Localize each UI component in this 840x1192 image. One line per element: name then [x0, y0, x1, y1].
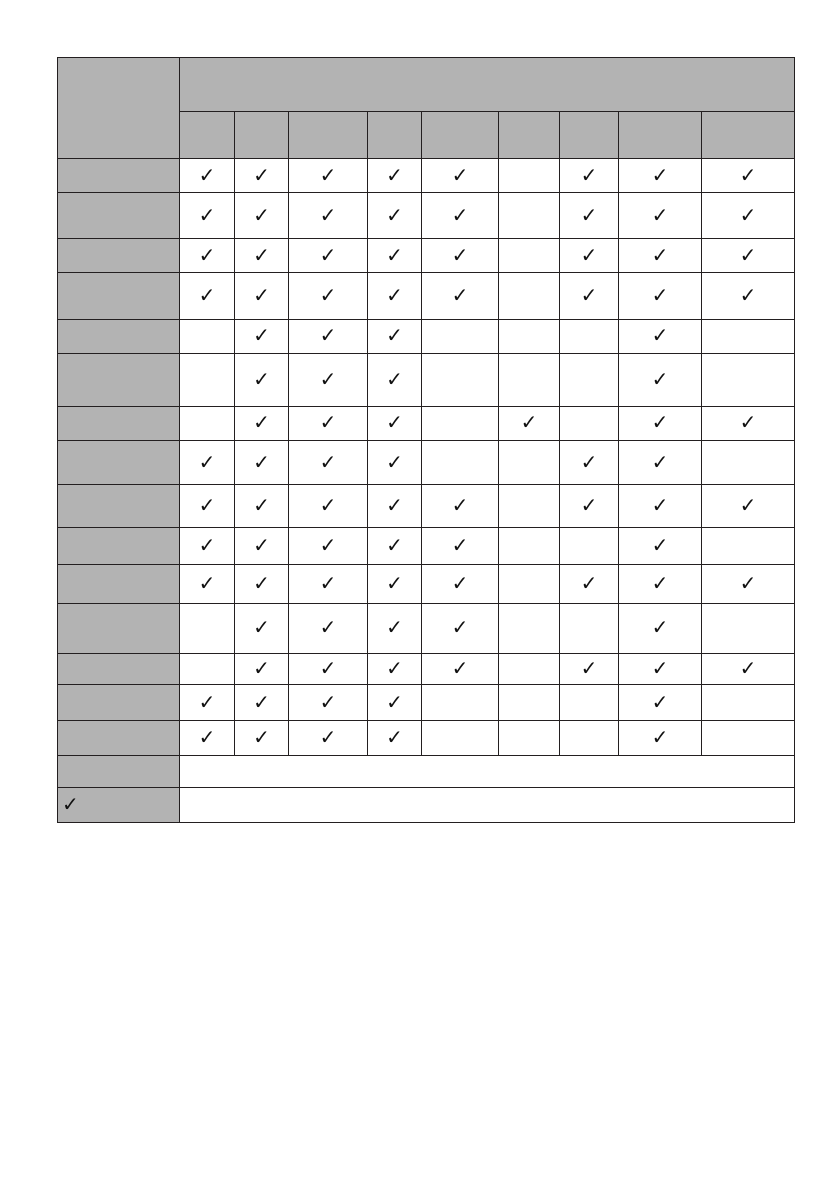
matrix-cell	[289, 319, 368, 353]
checkmark-icon: ✓	[198, 533, 216, 558]
matrix-cell	[368, 685, 422, 720]
matrix-cell	[702, 440, 795, 484]
matrix-cell	[289, 685, 368, 720]
row-label-cell	[58, 565, 180, 603]
checkmark-icon: ✓	[651, 366, 669, 391]
table-row	[58, 685, 795, 720]
checkmark-icon: ✓	[198, 493, 216, 518]
checkmark-icon: ✓	[386, 570, 403, 595]
matrix-cell	[235, 654, 289, 685]
checkmark-icon: ✓	[253, 162, 270, 187]
checkmark-icon: ✓	[319, 366, 337, 391]
matrix-cell	[422, 527, 499, 564]
compatibility-matrix-table	[57, 57, 795, 823]
checkmark-icon: ✓	[319, 449, 337, 474]
row-label-cell	[58, 685, 180, 720]
column-header-cell	[289, 112, 368, 159]
matrix-cell	[368, 565, 422, 603]
matrix-cell	[702, 527, 795, 564]
checkmark-icon: ✓	[253, 725, 270, 750]
checkmark-icon: ✓	[386, 533, 403, 558]
checkmark-icon: ✓	[253, 615, 270, 640]
checkmark-icon: ✓	[319, 615, 337, 640]
checkmark-icon: ✓	[580, 162, 598, 187]
matrix-cell	[499, 720, 560, 755]
checkmark-icon: ✓	[451, 162, 469, 187]
matrix-cell	[560, 485, 619, 527]
matrix-cell	[289, 354, 368, 407]
matrix-cell	[289, 238, 368, 272]
table-row	[58, 319, 795, 353]
checkmark-icon: ✓	[386, 725, 403, 750]
matrix-cell	[289, 565, 368, 603]
matrix-cell	[560, 273, 619, 319]
matrix-cell	[499, 159, 560, 193]
checkmark-icon: ✓	[253, 366, 270, 391]
matrix-cell	[499, 603, 560, 654]
matrix-cell	[560, 354, 619, 407]
matrix-cell	[619, 193, 702, 238]
checkmark-icon: ✓	[198, 449, 216, 474]
checkmark-icon: ✓	[451, 493, 469, 518]
table-row	[58, 273, 795, 319]
checkmark-icon: ✓	[253, 282, 270, 307]
legend-description-cell	[180, 756, 795, 787]
matrix-cell	[368, 273, 422, 319]
matrix-cell	[499, 440, 560, 484]
matrix-cell	[560, 685, 619, 720]
checkmark-icon: ✓	[651, 323, 669, 348]
checkmark-icon: ✓	[198, 202, 216, 227]
matrix-cell	[368, 654, 422, 685]
matrix-cell	[289, 527, 368, 564]
matrix-cell	[180, 603, 235, 654]
matrix-cell	[368, 193, 422, 238]
matrix-cell	[180, 193, 235, 238]
table-row	[58, 193, 795, 238]
checkmark-icon: ✓	[319, 533, 337, 558]
matrix-cell	[235, 527, 289, 564]
matrix-cell	[422, 685, 499, 720]
table-row	[58, 440, 795, 484]
legend-row	[58, 787, 795, 822]
checkmark-icon: ✓	[451, 242, 469, 267]
matrix-cell	[422, 354, 499, 407]
matrix-cell	[702, 720, 795, 755]
matrix-cell	[560, 319, 619, 353]
matrix-cell	[180, 527, 235, 564]
legend-row	[58, 756, 795, 787]
checkmark-icon: ✓	[319, 242, 337, 267]
column-header-cell	[180, 112, 235, 159]
matrix-cell	[289, 273, 368, 319]
matrix-cell	[422, 565, 499, 603]
checkmark-icon: ✓	[651, 656, 669, 681]
table-row	[58, 603, 795, 654]
matrix-cell	[499, 527, 560, 564]
matrix-cell	[499, 238, 560, 272]
checkmark-icon: ✓	[253, 449, 270, 474]
matrix-cell	[368, 406, 422, 440]
checkmark-icon: ✓	[253, 656, 270, 681]
checkmark-icon: ✓	[253, 202, 270, 227]
matrix-cell	[702, 654, 795, 685]
matrix-cell	[619, 238, 702, 272]
matrix-cell	[422, 603, 499, 654]
matrix-cell	[702, 193, 795, 238]
checkmark-icon: ✓	[739, 656, 757, 681]
matrix-cell	[289, 406, 368, 440]
row-label-cell	[58, 720, 180, 755]
table-body	[58, 159, 795, 823]
checkmark-icon: ✓	[386, 162, 403, 187]
row-label-cell	[58, 485, 180, 527]
matrix-cell	[499, 406, 560, 440]
row-label-cell	[58, 440, 180, 484]
checkmark-icon: ✓	[451, 615, 469, 640]
matrix-cell	[422, 319, 499, 353]
matrix-cell	[368, 440, 422, 484]
matrix-cell	[619, 685, 702, 720]
column-header-cell	[422, 112, 499, 159]
matrix-cell	[235, 565, 289, 603]
checkmark-icon: ✓	[253, 323, 270, 348]
matrix-cell	[619, 354, 702, 407]
column-header-cell	[560, 112, 619, 159]
matrix-cell	[368, 603, 422, 654]
matrix-cell	[180, 319, 235, 353]
checkmark-icon: ✓	[386, 242, 403, 267]
table-row	[58, 354, 795, 407]
checkmark-icon: ✓	[651, 162, 669, 187]
matrix-cell	[368, 527, 422, 564]
matrix-cell	[422, 485, 499, 527]
matrix-cell	[560, 603, 619, 654]
matrix-cell	[289, 603, 368, 654]
matrix-cell	[560, 527, 619, 564]
matrix-cell	[289, 193, 368, 238]
corner-header-cell	[58, 58, 180, 159]
matrix-cell	[235, 354, 289, 407]
matrix-cell	[702, 485, 795, 527]
checkmark-icon: ✓	[580, 202, 598, 227]
legend-description-cell	[180, 787, 795, 822]
checkmark-icon: ✓	[386, 449, 403, 474]
checkmark-icon: ✓	[198, 162, 216, 187]
table-header	[58, 58, 795, 159]
matrix-cell	[235, 485, 289, 527]
legend-symbol-cell	[58, 756, 180, 787]
matrix-cell	[235, 406, 289, 440]
matrix-cell	[422, 193, 499, 238]
matrix-cell	[702, 354, 795, 407]
matrix-cell	[235, 159, 289, 193]
checkmark-icon: ✓	[319, 689, 337, 714]
matrix-cell	[619, 603, 702, 654]
matrix-cell	[619, 440, 702, 484]
column-group-header	[180, 58, 795, 112]
checkmark-icon: ✓	[319, 570, 337, 595]
checkmark-icon: ✓	[253, 533, 270, 558]
column-header-cell	[368, 112, 422, 159]
checkmark-icon: ✓	[253, 410, 270, 435]
matrix-cell	[499, 354, 560, 407]
checkmark-icon: ✓	[386, 366, 403, 391]
checkmark-icon: ✓	[651, 615, 669, 640]
matrix-cell	[180, 273, 235, 319]
checkmark-icon: ✓	[520, 410, 538, 435]
table-row	[58, 485, 795, 527]
checkmark-icon: ✓	[451, 533, 469, 558]
column-header-cell	[702, 112, 795, 159]
matrix-cell	[702, 406, 795, 440]
checkmark-icon: ✓	[253, 242, 270, 267]
matrix-cell	[499, 565, 560, 603]
matrix-cell	[560, 440, 619, 484]
column-header-cell	[619, 112, 702, 159]
checkmark-icon: ✓	[651, 533, 669, 558]
row-label-cell	[58, 527, 180, 564]
matrix-cell	[422, 720, 499, 755]
matrix-cell	[702, 238, 795, 272]
matrix-cell	[499, 193, 560, 238]
checkmark-icon: ✓	[386, 282, 403, 307]
checkmark-icon: ✓	[651, 449, 669, 474]
row-label-cell	[58, 654, 180, 685]
checkmark-icon: ✓	[319, 493, 337, 518]
matrix-cell	[702, 319, 795, 353]
checkmark-icon: ✓	[451, 202, 469, 227]
matrix-cell	[619, 720, 702, 755]
matrix-cell	[619, 527, 702, 564]
checkmark-icon: ✓	[580, 570, 598, 595]
checkmark-icon: ✓	[580, 656, 598, 681]
checkmark-icon: ✓	[319, 656, 337, 681]
matrix-cell	[289, 159, 368, 193]
row-label-cell	[58, 319, 180, 353]
matrix-cell	[422, 654, 499, 685]
checkmark-icon: ✓	[580, 493, 598, 518]
matrix-cell	[499, 273, 560, 319]
checkmark-icon: ✓	[739, 202, 757, 227]
matrix-cell	[560, 193, 619, 238]
matrix-cell	[235, 273, 289, 319]
matrix-cell	[368, 485, 422, 527]
matrix-cell	[368, 319, 422, 353]
matrix-cell	[180, 485, 235, 527]
row-label-cell	[58, 238, 180, 272]
checkmark-icon: ✓	[386, 493, 403, 518]
matrix-cell	[235, 238, 289, 272]
checkmark-icon: ✓	[198, 242, 216, 267]
table-row	[58, 238, 795, 272]
checkmark-icon: ✓	[198, 282, 216, 307]
checkmark-icon: ✓	[253, 689, 270, 714]
matrix-cell	[560, 238, 619, 272]
checkmark-icon: ✓	[386, 323, 403, 348]
matrix-cell	[180, 720, 235, 755]
row-label-cell	[58, 354, 180, 407]
matrix-cell	[619, 319, 702, 353]
checkmark-icon: ✓	[451, 570, 469, 595]
checkmark-icon: ✓	[198, 725, 216, 750]
table-row	[58, 720, 795, 755]
row-label-cell	[58, 406, 180, 440]
row-label-cell	[58, 603, 180, 654]
matrix-cell	[619, 565, 702, 603]
checkmark-icon: ✓	[651, 570, 669, 595]
table-row	[58, 159, 795, 193]
matrix-cell	[368, 238, 422, 272]
row-label-cell	[58, 273, 180, 319]
matrix-cell	[560, 565, 619, 603]
matrix-cell	[235, 193, 289, 238]
matrix-cell	[235, 720, 289, 755]
checkmark-icon: ✓	[451, 656, 469, 681]
row-label-cell	[58, 159, 180, 193]
checkmark-icon: ✓	[580, 242, 598, 267]
checkmark-icon: ✓	[386, 689, 403, 714]
table-row	[58, 406, 795, 440]
matrix-cell	[422, 273, 499, 319]
checkmark-icon: ✓	[651, 410, 669, 435]
checkmark-icon: ✓	[651, 282, 669, 307]
matrix-cell	[702, 273, 795, 319]
matrix-cell	[368, 159, 422, 193]
checkmark-icon: ✓	[739, 242, 757, 267]
matrix-cell	[560, 159, 619, 193]
column-header-cell	[499, 112, 560, 159]
table-row	[58, 565, 795, 603]
matrix-cell	[560, 406, 619, 440]
matrix-cell	[619, 406, 702, 440]
table-row	[58, 527, 795, 564]
table-row	[58, 654, 795, 685]
checkmark-icon: ✓	[319, 282, 337, 307]
matrix-cell	[289, 654, 368, 685]
matrix-cell	[702, 603, 795, 654]
row-label-cell	[58, 193, 180, 238]
matrix-cell	[368, 720, 422, 755]
matrix-cell	[235, 319, 289, 353]
checkmark-icon: ✓	[651, 725, 669, 750]
matrix-cell	[289, 440, 368, 484]
checkmark-icon: ✓	[319, 323, 337, 348]
matrix-cell	[289, 720, 368, 755]
matrix-cell	[619, 654, 702, 685]
checkmark-icon: ✓	[198, 570, 216, 595]
checkmark-icon: ✓	[386, 656, 403, 681]
checkmark-icon: ✓	[739, 410, 757, 435]
matrix-cell	[560, 720, 619, 755]
matrix-cell	[180, 238, 235, 272]
checkmark-icon: ✓	[739, 570, 757, 595]
matrix-cell	[422, 159, 499, 193]
matrix-cell	[180, 654, 235, 685]
checkmark-icon: ✓	[451, 282, 469, 307]
checkmark-icon: ✓	[253, 570, 270, 595]
checkmark-icon: ✓	[319, 725, 337, 750]
matrix-cell	[619, 273, 702, 319]
checkmark-icon: ✓	[651, 689, 669, 714]
matrix-cell	[619, 159, 702, 193]
checkmark-icon: ✓	[651, 202, 669, 227]
matrix-cell	[422, 238, 499, 272]
matrix-cell	[499, 485, 560, 527]
matrix-cell	[422, 406, 499, 440]
matrix-cell	[180, 565, 235, 603]
column-header-cell	[235, 112, 289, 159]
checkmark-icon: ✓	[739, 493, 757, 518]
matrix-cell	[180, 685, 235, 720]
checkmark-icon: ✓	[739, 162, 757, 187]
matrix-cell	[499, 685, 560, 720]
matrix-cell	[702, 159, 795, 193]
matrix-cell	[619, 485, 702, 527]
checkmark-icon: ✓	[386, 615, 403, 640]
checkmark-icon: ✓	[580, 282, 598, 307]
matrix-cell	[235, 685, 289, 720]
matrix-cell	[180, 159, 235, 193]
matrix-cell	[368, 354, 422, 407]
checkmark-icon: ✓	[386, 410, 403, 435]
matrix-cell	[235, 440, 289, 484]
checkmark-icon: ✓	[319, 202, 337, 227]
matrix-cell	[499, 654, 560, 685]
matrix-cell	[289, 485, 368, 527]
matrix-cell	[499, 319, 560, 353]
checkmark-icon: ✓	[253, 493, 270, 518]
matrix-cell	[702, 565, 795, 603]
matrix-cell	[702, 685, 795, 720]
checkmark-icon: ✓	[386, 202, 403, 227]
matrix-cell	[180, 354, 235, 407]
checkmark-icon: ✓	[319, 162, 337, 187]
matrix-cell	[560, 654, 619, 685]
checkmark-icon: ✓	[651, 493, 669, 518]
checkmark-icon: ✓	[319, 410, 337, 435]
matrix-cell	[235, 603, 289, 654]
matrix-cell	[180, 406, 235, 440]
checkmark-icon: ✓	[62, 791, 79, 816]
legend-symbol-cell	[58, 787, 180, 822]
checkmark-icon: ✓	[580, 449, 598, 474]
matrix-cell	[180, 440, 235, 484]
matrix-cell	[422, 440, 499, 484]
checkmark-icon: ✓	[739, 282, 757, 307]
checkmark-icon: ✓	[651, 242, 669, 267]
checkmark-icon: ✓	[198, 689, 216, 714]
